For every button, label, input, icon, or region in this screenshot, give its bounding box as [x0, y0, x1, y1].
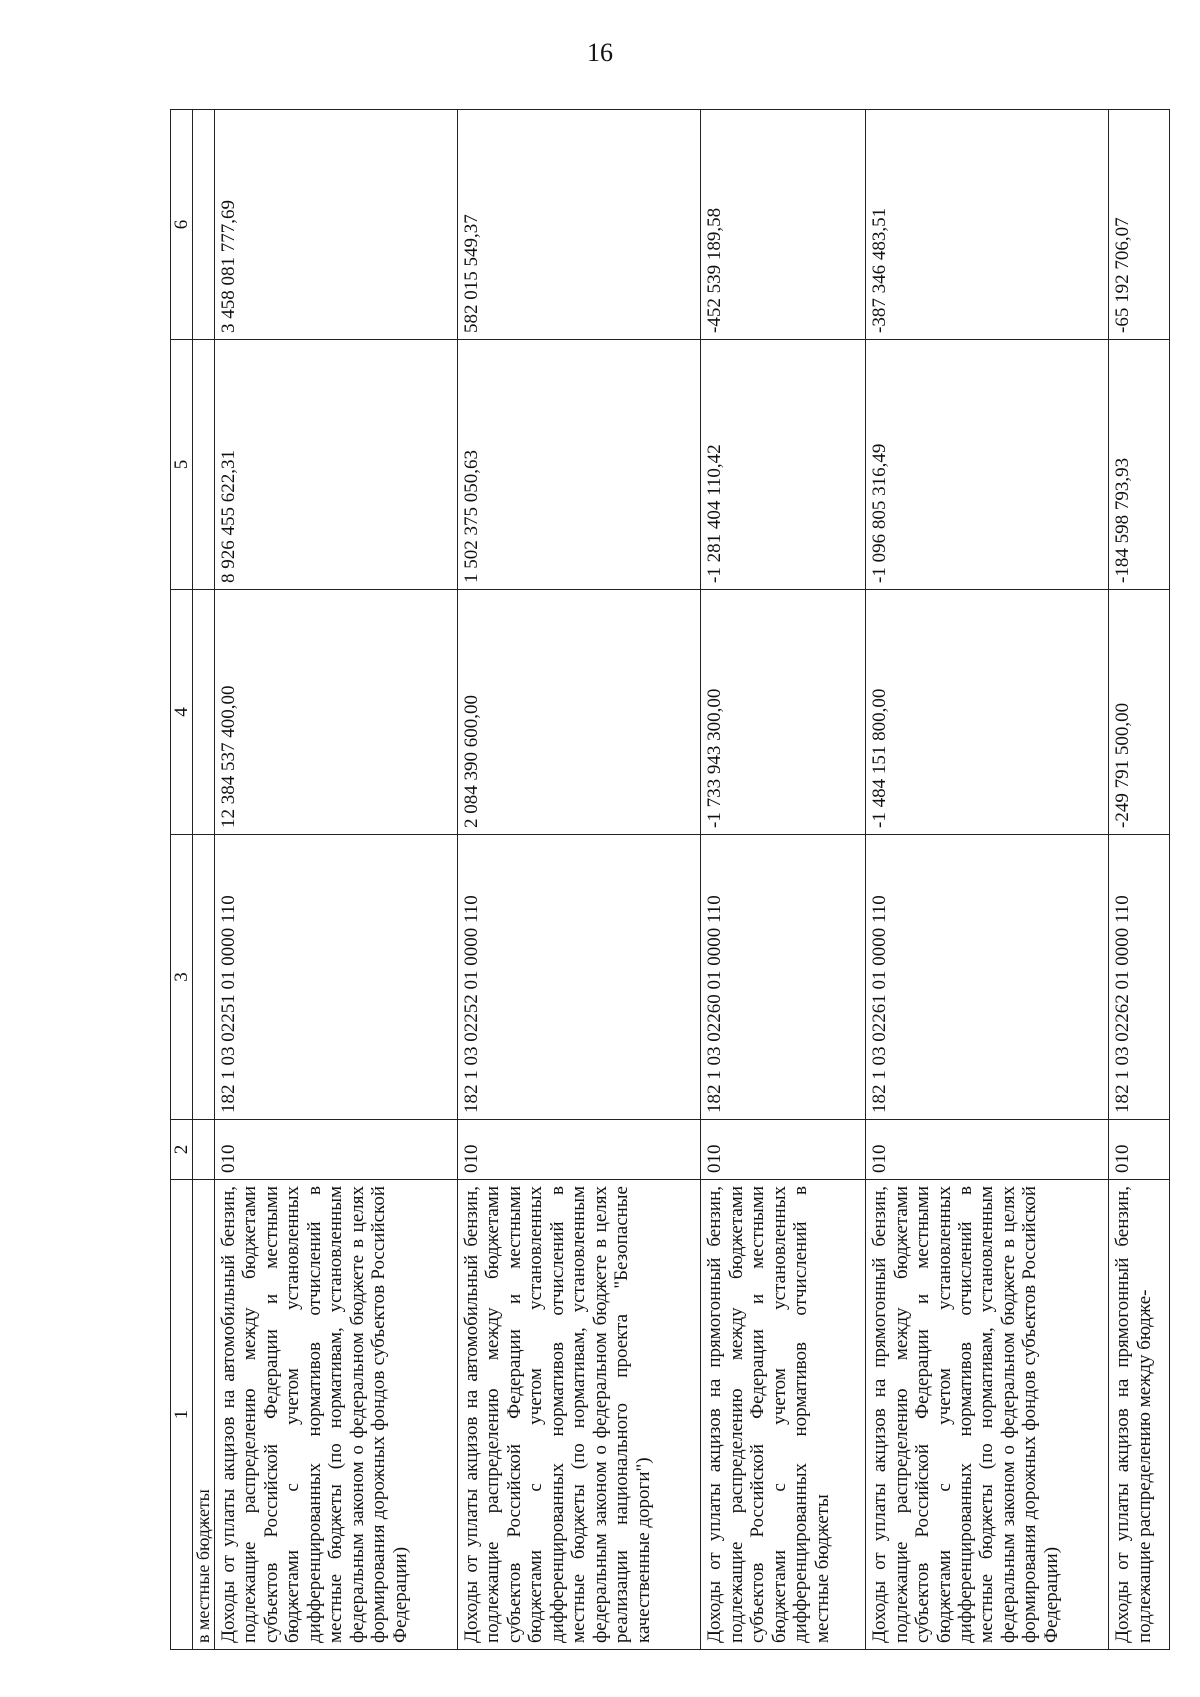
- column-header: 6: [171, 110, 193, 340]
- row-code: 010: [214, 1120, 457, 1180]
- column-header: 4: [171, 590, 193, 835]
- row-code: 010: [1109, 1120, 1170, 1180]
- row-kbk: 182 1 03 02251 01 0000 110: [214, 835, 457, 1120]
- row-kbk: 182 1 03 02252 01 0000 110: [457, 835, 700, 1120]
- row-value-col4: -1 484 151 800,00: [866, 590, 1109, 835]
- table-row: [866, 110, 1109, 1650]
- row-description: Доходы от уплаты акцизов на автомобильный бензин, подлежащие распределению между бюджетами субъектов Российской Федерации и местными бюджетами с учетом установленных дифференцированных нормативов отчислений в местные бюджеты (по нормативам, установленным федеральным законом о федеральном бюджете в целях формирования дорожных фондов субъектов Российской Федерации): [214, 1180, 457, 1650]
- table-row: [701, 110, 866, 1650]
- row-value-col5: 8 926 455 622,31: [214, 340, 457, 590]
- row-description: Доходы от уплаты акцизов на прямогонный бензин, подлежащие распределению между бюдже-: [1109, 1180, 1170, 1650]
- column-header: 2: [171, 1120, 193, 1180]
- table-header-row: [171, 110, 193, 1650]
- table-row: [457, 110, 700, 1650]
- row-code: 010: [701, 1120, 866, 1180]
- row-description: Доходы от уплаты акцизов на прямогонный бензин, подлежащие распределению между бюджетами субъектов Российской Федерации и местными бюджетами с учетом установленных дифференцированных нормативов отчислений в местные бюджеты: [701, 1180, 866, 1650]
- row-code: 010: [866, 1120, 1109, 1180]
- table-row: [1109, 110, 1170, 1650]
- row-kbk: 182 1 03 02260 01 0000 110: [701, 835, 866, 1120]
- row-value-col6: -65 192 706,07: [1109, 110, 1170, 340]
- row-value-col6: 582 015 549,37: [457, 110, 700, 340]
- row-value-col5: -1 281 404 110,42: [701, 340, 866, 590]
- row-description: Доходы от уплаты акцизов на прямогонный бензин, подлежащие распределению между бюджетами субъектов Российской Федерации и местными бюджетами с учетом установленных дифференцированных нормативов отчислений в местные бюджеты (по нормативам, установленным федеральным законом о федеральном бюджете в целях формирования дорожных фондов субъектов Российской Федерации): [866, 1180, 1109, 1650]
- row-value-col6: 3 458 081 777,69: [214, 110, 457, 340]
- row-value-col6: -452 539 189,58: [701, 110, 866, 340]
- row-description: Доходы от уплаты акцизов на автомобильный бензин, подлежащие распределению между бюджетами субъектов Российской Федерации и местными бюджетами с учетом установленных дифференцированных нормативов отчислений в местные бюджеты (по нормативам, установленным федеральным законом о федеральном бюджете в целях реализации национального проекта "Безопасные качественные дороги"): [457, 1180, 700, 1650]
- row-value-col6: -387 346 483,51: [866, 110, 1109, 340]
- row-kbk: 182 1 03 02262 01 0000 110: [1109, 835, 1170, 1120]
- revenue-table: [170, 109, 1170, 1650]
- row-code: 010: [457, 1120, 700, 1180]
- section-label: в местные бюджеты: [193, 1180, 214, 1650]
- row-value-col5: -1 096 805 316,49: [866, 340, 1109, 590]
- column-header: 5: [171, 340, 193, 590]
- row-value-col5: 1 502 375 050,63: [457, 340, 700, 590]
- row-kbk: 182 1 03 02261 01 0000 110: [866, 835, 1109, 1120]
- row-value-col5: -184 598 793,93: [1109, 340, 1170, 590]
- page-number: 16: [587, 38, 613, 67]
- table-row: [214, 110, 457, 1650]
- table-row: [193, 110, 214, 1650]
- row-value-col4: -249 791 500,00: [1109, 590, 1170, 835]
- table-container: [170, 110, 1170, 1650]
- row-value-col4: 12 384 537 400,00: [214, 590, 457, 835]
- row-value-col4: 2 084 390 600,00: [457, 590, 700, 835]
- column-header: 3: [171, 835, 193, 1120]
- row-value-col4: -1 733 943 300,00: [701, 590, 866, 835]
- column-header: 1: [171, 1180, 193, 1650]
